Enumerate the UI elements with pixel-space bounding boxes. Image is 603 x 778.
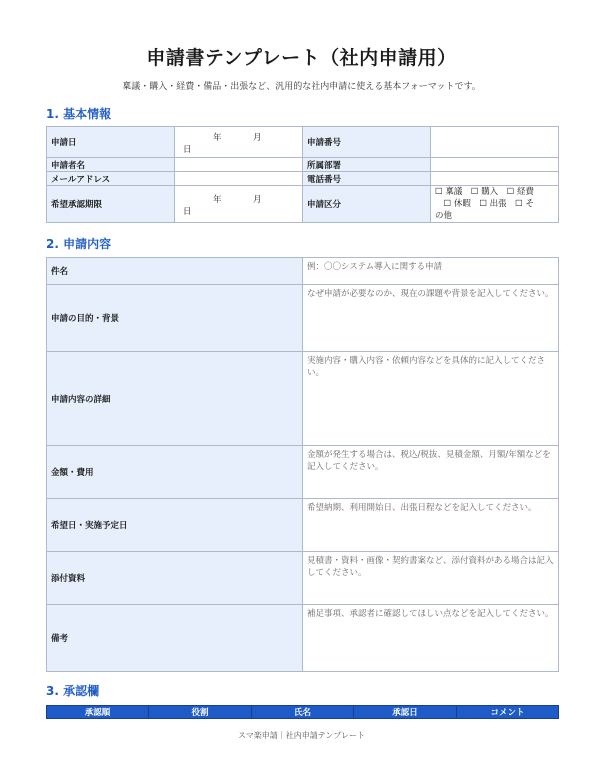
category-line-1[interactable]: ☐ 稟議 ☐ 購入 ☐ 経費 — [435, 187, 534, 197]
schedule-field[interactable]: 希望納期、利用開始日、出張日程などを記入してください。 — [303, 499, 559, 552]
day-unit: 日 — [183, 207, 192, 217]
section-heading-basic-info: 1. 基本情報 — [46, 107, 112, 121]
year-unit: 年 — [213, 195, 222, 205]
amount-label: 金額・費用 — [47, 446, 303, 499]
desired-deadline-label: 希望承認期限 — [47, 186, 175, 223]
month-unit: 月 — [253, 195, 262, 205]
attachments-field[interactable]: 見積書・資料・画像・契約書案など、添付資料がある場合は記入してください。 — [303, 552, 559, 605]
attachments-label: 添付資料 — [47, 552, 303, 605]
year-unit: 年 — [213, 133, 222, 143]
apply-date-field[interactable] — [175, 127, 303, 158]
page-footer: スマ楽申請｜社内申請テンプレート — [237, 731, 366, 740]
apply-number-field[interactable] — [431, 127, 559, 158]
purpose-label: 申請の目的・背景 — [47, 285, 303, 352]
remarks-label: 備考 — [47, 605, 303, 672]
apply-date-label: 申請日 — [47, 127, 175, 158]
subject-label: 件名 — [47, 258, 303, 285]
approval-col-name: 氏名 — [252, 706, 354, 719]
month-unit: 月 — [253, 133, 262, 143]
category-label: 申請区分 — [303, 186, 431, 223]
page-subtitle: 稟議・購入・経費・備品・出張など、汎用的な社内申請に使える基本フォーマットです。 — [122, 82, 481, 92]
details-label: 申請内容の詳細 — [47, 352, 303, 446]
department-field[interactable] — [431, 158, 559, 172]
category-checkboxes[interactable] — [431, 186, 559, 223]
category-line-3[interactable]: の他 — [435, 211, 453, 221]
email-field[interactable] — [175, 172, 303, 186]
phone-field[interactable] — [431, 172, 559, 186]
approval-col-role: 役割 — [149, 706, 252, 719]
approval-table — [46, 705, 559, 719]
subject-field[interactable]: 例：〇〇システム導入に関する申請 — [303, 258, 559, 285]
approval-col-comment: コメント — [457, 706, 559, 719]
schedule-label: 希望日・実施予定日 — [47, 499, 303, 552]
approval-col-date: 承認日 — [354, 706, 457, 719]
department-label: 所属部署 — [303, 158, 431, 172]
remarks-field[interactable]: 補足事項、承認者に確認してほしい点などを記入してください。 — [303, 605, 559, 672]
section-heading-approval: 3. 承認欄 — [46, 684, 100, 698]
purpose-field[interactable]: なぜ申請が必要なのか、現在の課題や背景を記入してください。 — [303, 285, 559, 352]
approval-col-order: 承認順 — [47, 706, 149, 719]
phone-label: 電話番号 — [303, 172, 431, 186]
page-title: 申請書テンプレート（社内申請用） — [146, 47, 457, 69]
category-line-2[interactable]: ☐ 休暇 ☐ 出張 ☐ そ — [435, 199, 534, 209]
day-unit: 日 — [183, 145, 192, 155]
applicant-name-label: 申請者名 — [47, 158, 175, 172]
applicant-name-field[interactable] — [175, 158, 303, 172]
email-label: メールアドレス — [47, 172, 175, 186]
basic-info-table — [46, 126, 559, 223]
details-field[interactable]: 実施内容・購入内容・依頼内容などを具体的に記入してください。 — [303, 352, 559, 446]
apply-number-label: 申請番号 — [303, 127, 431, 158]
section-heading-content: 2. 申請内容 — [46, 237, 112, 251]
amount-field[interactable]: 金額が発生する場合は、税込/税抜、見積金額、月額/年額などを記入してください。 — [303, 446, 559, 499]
application-content-table — [46, 257, 559, 672]
desired-deadline-field[interactable] — [175, 186, 303, 223]
